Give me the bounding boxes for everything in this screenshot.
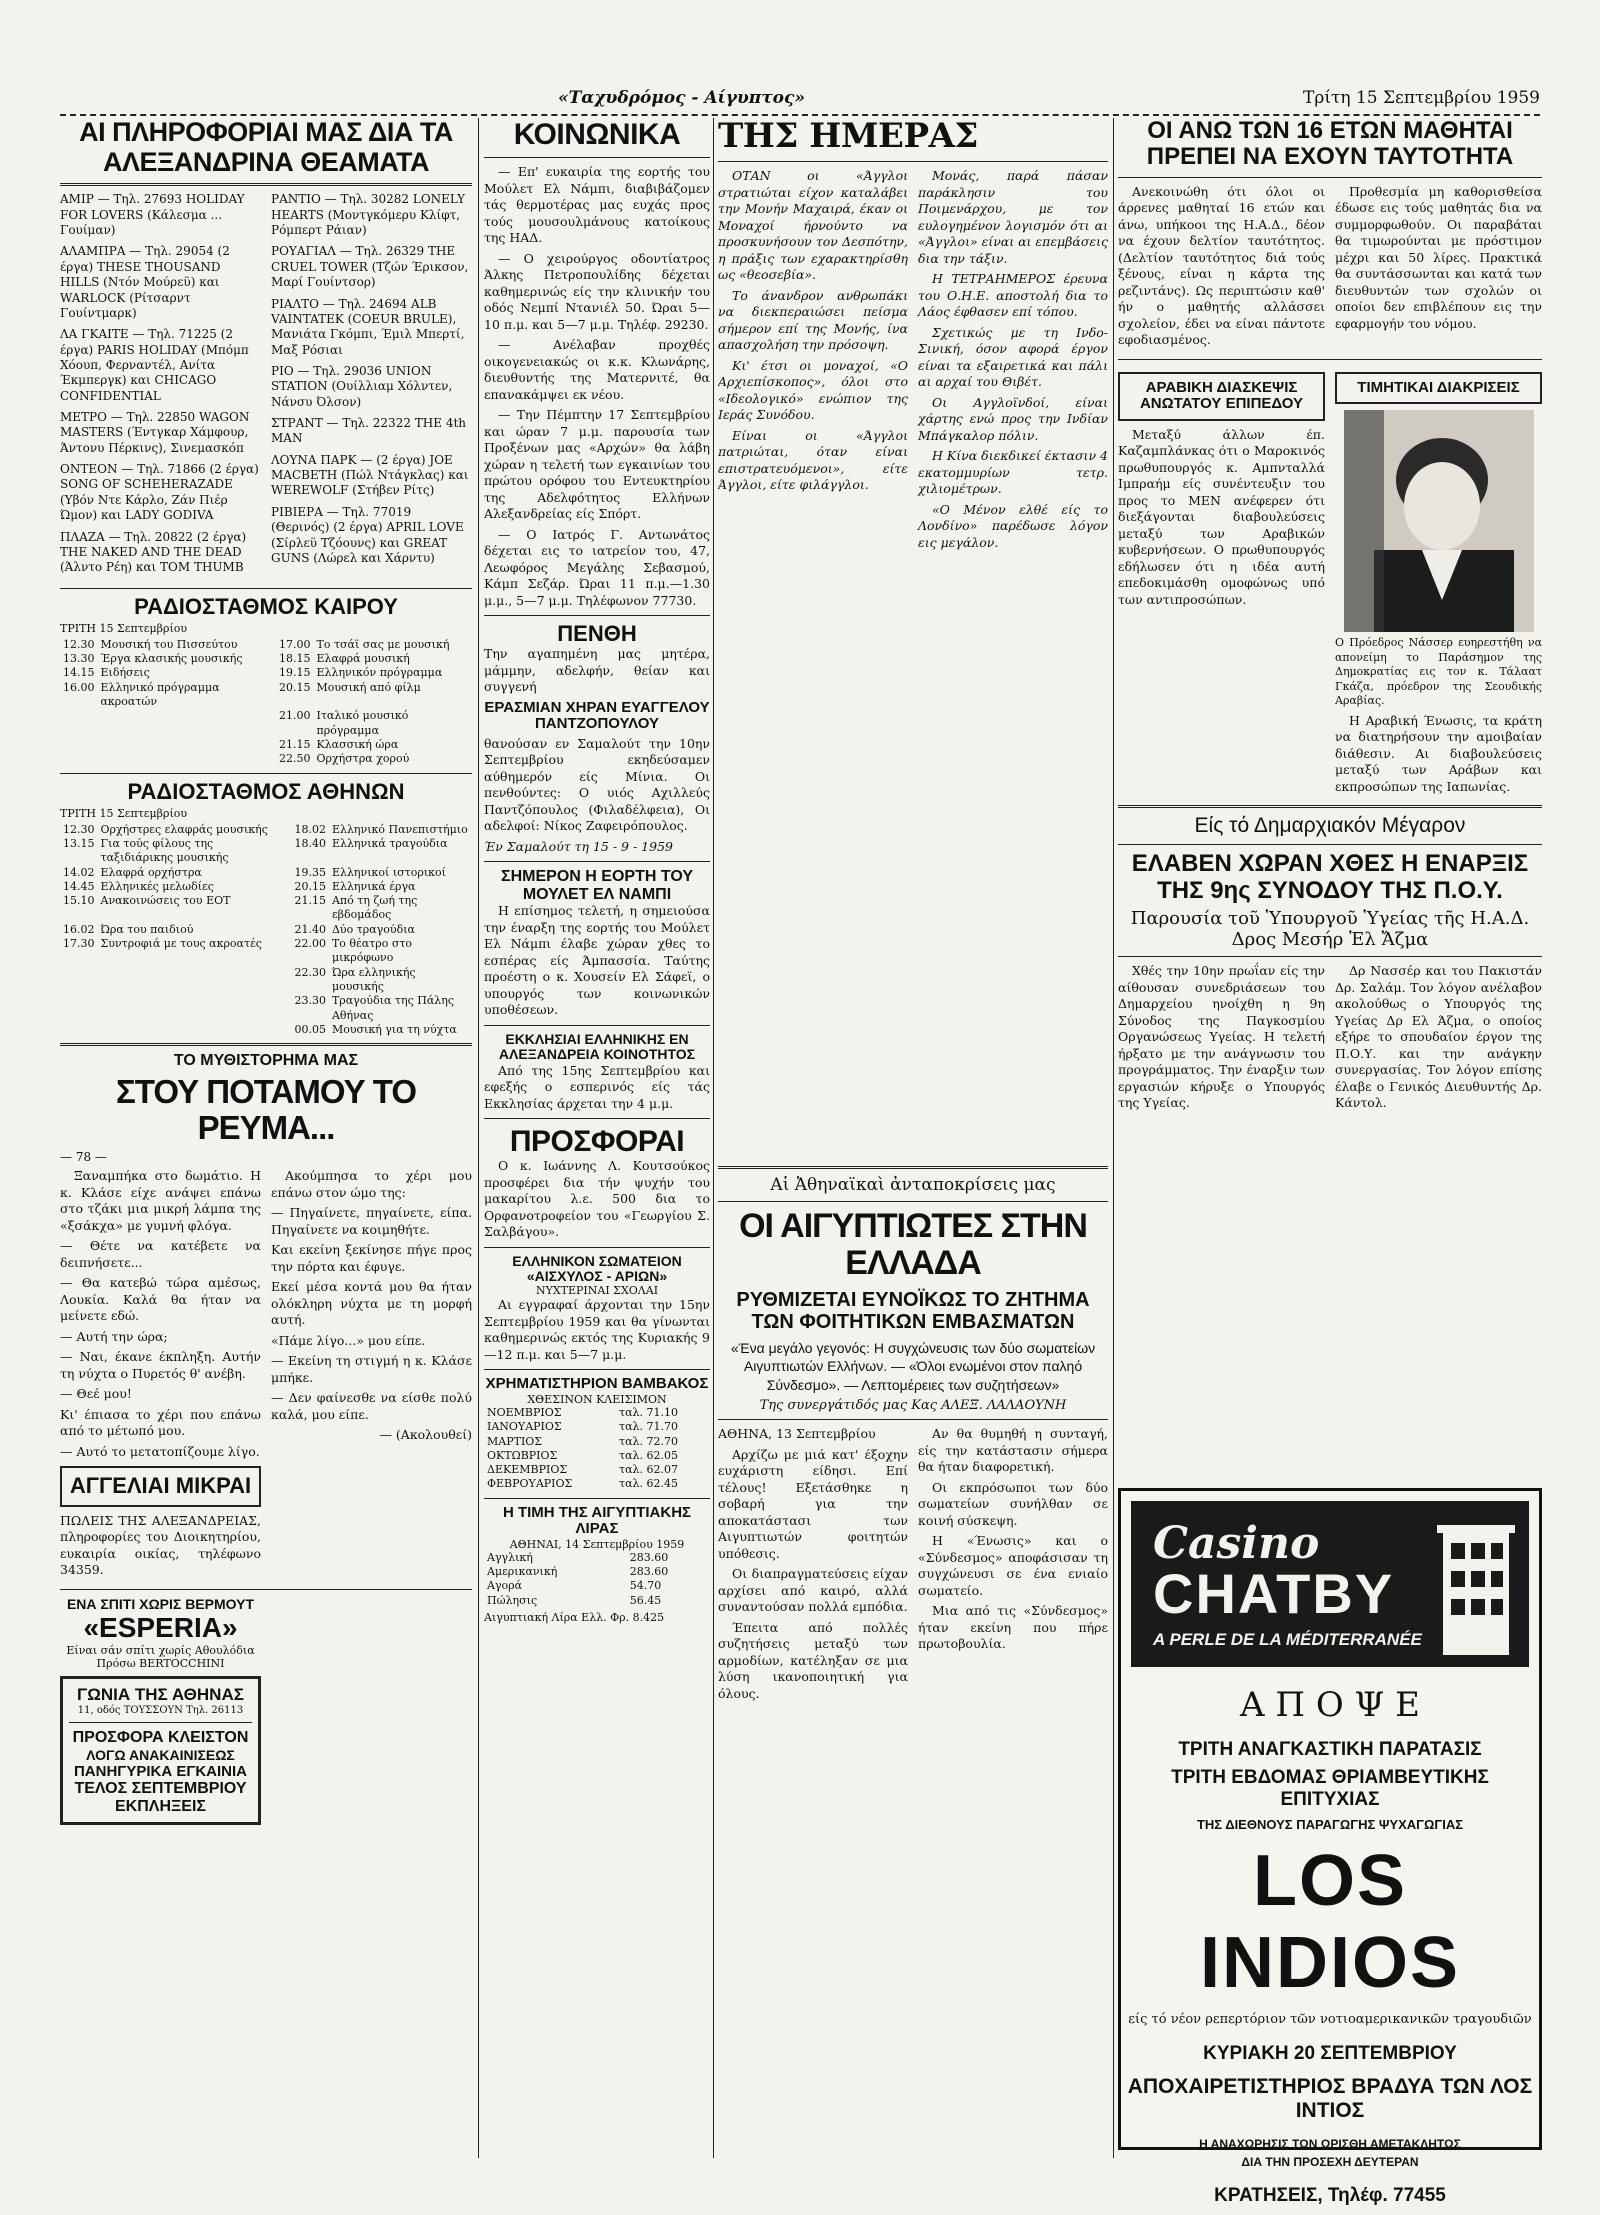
column-rule	[1113, 118, 1114, 2158]
cinema-entry: ΑΜΙΡ — Τηλ. 27693 HOLIDAY FOR LOVERS (Κάλεσμα ... Γουίμαν)	[60, 192, 245, 238]
cinema-entry: ΡΙΒΙΕΡΑ — Τηλ. 77019 (Θερινός) (2 έργα) APRIL LOVE (Σίρλεϋ Τζόουνς) και GREAT GUNS (Λώρελ και Χάρντυ)	[271, 504, 464, 565]
novel-paragraph: Κι' έπιασα το χέρι που επάνω από το μέτωπό μου.	[60, 1406, 261, 1439]
story-kicker: Αἱ Ἀθηναϊκαὶ ἀνταποκρίσεις μας	[770, 1175, 1056, 1195]
novel-paragraph: Εκεί μέσα κοντά μου θα ήταν ολόκληρη νύχτα με τη μορφή αυτή.	[271, 1279, 472, 1328]
radio-row-cell: 00.05	[294, 1022, 326, 1036]
association-title: ΕΛΛΗΝΙΚΟΝ ΣΩΜΑΤΕΙΟΝ «ΑΙΣΧΥΛΟΣ - ΑΡΙΩΝ»	[512, 1252, 682, 1285]
radio-row	[60, 837, 472, 866]
esperia-ad-name: «ESPERIA»	[83, 1611, 238, 1643]
arab-title: ΑΡΑΒΙΚΗ ΔΙΑΣΚΕΨΙΣ ΑΝΩΤΑΤΟΥ ΕΠΙΠΕΔΟΥ	[1139, 378, 1304, 413]
radio-row-cell: 14.15	[63, 666, 95, 680]
radio-row	[60, 937, 472, 966]
ad-tonight: Α Π Ο Ψ Ε	[1240, 1685, 1420, 1725]
lira-row-cell: Αγορά	[487, 1579, 523, 1593]
cotton-row	[484, 1420, 710, 1434]
esperia-ad-sub2: Πρόσω ΒΕRTOCCHINI	[96, 1656, 225, 1670]
lira-row-cell: 56.45	[629, 1593, 662, 1607]
radio-row-cell: 15.10	[63, 894, 95, 908]
obituary-intro: Την αγαπημένη μας μητέρα, μάμμην, αδελφήν, θείαν και συγγενή	[484, 646, 710, 695]
church-title: ΕΚΚΛΗΣΙΑΙ ΕΛΛΗΝΙΚΗΣ ΕΝ ΑΛΕΞΑΝΔΡΕΙΑ ΚΟΙΝΟΤΗΤΟΣ	[498, 1030, 696, 1063]
radio-row-cell: 18.02	[294, 822, 326, 836]
cinema-entry: ΛΑ ΓΚΑΙΤΕ — Τηλ. 71225 (2 έργα) PARIS HOLIDAY (Μπόμπ Χόουπ, Φερναντέλ, Ανίτα Έκμπεργκ) και CHICAGO CONFIDENTIAL	[60, 327, 249, 403]
esperia-ad-sub: Είναι σάν σπίτι χωρίς Αθουλόδια	[66, 1643, 255, 1657]
ad-line: ΤΗΣ ΔΙΕΘΝΟΥΣ ΠΑΡΑΓΩΓΗΣ ΨΥΧΑΓΩΓΙΑΣ	[1196, 1817, 1464, 1832]
of-the-day-paragraph: Κι' έτσι οι μοναχοί, «Ο Αρχιεπίσκοπος», όλοι στο «Ιδεολογικό» ενώπιον της Ιεράς Συνόδου.	[718, 357, 908, 423]
feast-title: ΣΗΜΕΡΟΝ Η ΕΟΡΤΗ ΤΟΥ ΜΟΥΛΕΤ ΕΛ ΝΑΜΠΙ	[501, 868, 693, 903]
classified-text: ΠΩΛΕΙΣ ΤΗΣ ΑΛΕΞΑΝΔΡΕΙΑΣ, πληροφορίες του Διοικητηρίου, ευκαιρία οικίας, τηλέφωνο 34359.	[60, 1512, 261, 1578]
radio-row-cell	[98, 966, 292, 995]
cotton-row	[484, 1406, 710, 1420]
assembly-headline: ΕΛΑΒΕΝ ΧΩΡΑΝ ΧΘΕΣ Η ΕΝΑΡΞΙΣ ΤΗΣ 9ης ΣΥΝΟΔΟΥ ΤΗΣ Π.Ο.Υ.	[1131, 850, 1529, 904]
cinema-entry: ΡΙΟ — Τηλ. 29036 UNION STATION (Ουίλλιαμ Χόλντεν, Νάνσυ Όλσον)	[271, 363, 453, 409]
cinema-headline: ΑΙ ΠΛΗΡΟΦΟΡΙΑΙ ΜΑΣ ΔΙΑ ΤΑ ΑΛΕΞΑΝΔΡΙΝΑ ΘΕΑΜΑΤΑ	[79, 118, 453, 177]
column-of-the-day	[718, 118, 1108, 1158]
novel-continued: — (Ακολουθεί)	[379, 1427, 472, 1443]
cinema-entry: ΡΟΥΑΓΙΑΛ — Τηλ. 26329 THE CRUEL TOWER (Τζών Έρικσον, Μαρί Γουίντσορ)	[271, 244, 469, 290]
radio-cairo-title: ΡΑΔΙΟΣΤΑΘΜΟΣ ΚΑΙΡΟΥ	[134, 593, 398, 619]
social-title: ΚΟΙΝΩΝΙΚΑ	[513, 118, 681, 151]
masthead	[60, 82, 1540, 116]
radio-row-cell	[98, 752, 276, 766]
of-the-day-paragraph: Το άνανδρον ανθρωπάκι να διεκπεραιώσει πείσμα σήμερον επί της Μονής, ίνα απασχολήση την πρόσοψη.	[718, 287, 908, 353]
assembly-text: Χθές την 10ην πρωΐαν είς την αίθουσαν συνεδριάσεων του Δημαρχείου ηνοίχθη η 9η Σύνοδος της Παγκοσμίου Οργανώσεως Υγείας. Η τελετή ήρξατο με την ανάγνωσιν του προγράμματος. Την έναρξιν των εργασιών κήρυξε ο Υπουργός της Υγείας.	[1118, 963, 1325, 1111]
radio-row	[60, 681, 472, 710]
radio-row-cell: 12.30	[63, 822, 95, 836]
classified-title: ΑΓΓΕΛΙΑΙ ΜΙΚΡΑΙ	[69, 1473, 252, 1499]
ad-line: ΤΡΙΤΗ ΑΝΑΓΚΑΣΤΙΚΗ ΠΑΡΑΤΑΣΙΣ	[1178, 1739, 1482, 1760]
honors-box	[1335, 372, 1542, 405]
novel-paragraph: — Αυτό το μετατοπίζουμε λίγο.	[60, 1443, 260, 1459]
novel-paragraph: — Πηγαίνετε, πηγαίνετε, είπα. Πηγαίνετε να κοιμηθήτε.	[271, 1205, 472, 1237]
radio-row-cell: 19.35	[294, 865, 326, 879]
obituary-date: Έν Σαμαλούτ τη 15 - 9 - 1959	[484, 838, 673, 854]
radio-row	[60, 923, 472, 937]
donations-title: ΠΡΟΣΦΟΡΑΙ	[509, 1125, 685, 1159]
radio-row-cell	[60, 1023, 98, 1037]
radio-row-cell	[60, 966, 98, 995]
radio-cairo-date: ΤΡΙΤΗ 15 Σεπτεμβρίου	[60, 621, 188, 635]
radio-row-cell: 16.02	[63, 922, 95, 936]
of-the-day-paragraph: Μονάς, παρά πάσαν παράκλησιν του Ποιμενάρχου, με τον ευλογημένον λογισμόν ότι αι «Άγγλοι» είναι αι επεμβάσεις δια την τάξιν.	[918, 168, 1108, 266]
assembly-kicker: Είς τό Δημαρχιακόν Μέγαρον	[1194, 814, 1466, 838]
honors-caption: Ο Πρόεδρος Νάσσερ ευηρεστήθη να απονείμη το Παράσημον της Δημοκρατίας εις τον κ. Τάλαατ Γκάζα, πρόεδρον της Σεουδικής Αραβίας.	[1335, 636, 1542, 708]
athena-ad-title: ΓΩΝΙΑ ΤΗΣ ΑΘΗΝΑΣ	[77, 1684, 244, 1704]
column-rule	[713, 118, 714, 2158]
radio-row	[60, 880, 472, 894]
cotton-row-cell: ταλ. 71.70	[619, 1420, 679, 1434]
cinema-entry: ΟΝΤΕΟΝ — Τηλ. 71866 (2 έργα) SONG OF SCHEHERAZADE (Υβόν Ντε Κάρλο, Ζάν Πιέρ Ώμον) και LADY GODIVA	[60, 462, 259, 523]
obituary-name: ΕΡΑΣΜΙΑΝ ΧΗΡΑΝ ΕΥΑΓΓΕΛΟΥ ΠΑΝΤΖΟΠΟΥΛΟΥ	[484, 698, 710, 733]
radio-row	[60, 666, 472, 680]
cotton-row	[484, 1477, 710, 1491]
radio-row-cell: Ελληνικό πρόγραμμα ακροατών	[100, 680, 220, 709]
radio-row	[60, 966, 472, 995]
radio-row-cell: 17.30	[63, 937, 95, 951]
cotton-row-cell: ταλ. 62.45	[619, 1477, 679, 1491]
radio-row	[60, 652, 472, 666]
novel-paragraph: Ακούμπησα το χέρι μου επάνω στον ώμο της:	[271, 1168, 472, 1200]
association-text: Αι εγγραφαί άρχονται την 15ην Σεπτεμβρίου 1959 και θα γίνωνται καθημερινώς εκτός της Κυριακής 9—12 π.μ. και 5—7 μ.μ.	[484, 1297, 710, 1362]
radio-row-cell: Ειδήσεις	[100, 666, 150, 680]
story-quote: «Ένα μεγάλο γεγονός: Η συγχώνευσις των δύο σωματείων Αιγυπτιωτών Ελλήνων. — «Όλοι ενωμένοι στον παληό Σύνδεσμο». — Λεπτομέρειες των συζητήσεων»	[730, 1339, 1096, 1393]
students-text: Προθεσμία μη καθορισθείσα έδωσε εις τούς μαθητάς δια να συμμορφωθούν. Οι παραβάται θα τιμωρούνται με πρόστιμον μέχρι και 50 λίρες. Πρακτικά θα συντάσσωνται και κατά των διευθυντών των σχολών οι οποίοι δεν επιβλέπουν εις την εφαρμογήν του νόμου.	[1335, 183, 1542, 331]
radio-row-cell	[98, 738, 276, 752]
radio-row-cell: Συντροφιά με τους ακροατές	[100, 937, 262, 951]
lira-row-cell: 54.70	[629, 1579, 662, 1593]
ad-line: Η ΑΝΑΧΩΡΗΣΙΣ ΤΩΝ ΩΡΙΣΘΗ ΑΜΕΤΑΚΛΗΤΩΣ	[1199, 2137, 1461, 2151]
radio-row-cell: 17.00	[278, 637, 311, 651]
casino-logo-name: CHATBY	[1153, 1562, 1395, 1625]
honors-text: Η Αραβική Ένωσις, τα κράτη να διατηρήσουν την αμοιβαίαν διάθεσιν. Αι διαβουλεύσεις μεταξύ των Αράβων και εκπροσώπων της Ιαπωνίας.	[1335, 712, 1542, 794]
radio-row	[60, 894, 472, 923]
casino-banner	[1131, 1501, 1529, 1667]
radio-row-cell: 14.45	[63, 879, 95, 893]
cotton-row-cell: ΝΟΕΜΒΡΙΟΣ	[487, 1405, 562, 1419]
cotton-row-cell: ΜΑΡΤΙΟΣ	[487, 1434, 543, 1448]
radio-row-cell: 23.30	[294, 994, 326, 1008]
cotton-row	[484, 1463, 710, 1477]
novel-text	[60, 1168, 472, 1582]
ad-line: ΚΥΡΙΑΚΗ 20 ΣΕΠΤΕΜΒΡΙΟΥ	[1203, 2043, 1457, 2064]
radio-row	[60, 752, 472, 766]
lira-row	[484, 1594, 710, 1608]
cotton-row	[484, 1435, 710, 1449]
of-the-day-paragraph: Η Κίνα διεκδικεί έκτασιν 4 εκατομμυρίων τετρ. χιλιομέτρων.	[918, 448, 1108, 497]
lira-foot: Αιγυπτιακή Λίρα Ελλ. Φρ. 8.425	[484, 1610, 665, 1624]
athens-story	[718, 1160, 1108, 2150]
honors-title: ΤΙΜΗΤΙΚΑΙ ΔΙΑΚΡΙΣΕΙΣ	[1357, 378, 1520, 396]
athena-ad-line: ΤΕΛΟΣ ΣΕΠΤΕΜΒΡΙΟΥ	[74, 1779, 247, 1797]
cotton-row-cell: ΟΚΤΩΒΡΙΟΣ	[487, 1448, 558, 1462]
lira-row-cell: 283.60	[629, 1550, 669, 1564]
arab-text: Μεταξύ άλλων έπ. Καζαμπλάνκας ότι ο Μαροκινός πρωθυπουργός κ. Αμπνταλλά Ιμπραήμ είς συνέντευξιν του προς το ΜΕΝ ανέφερεν ότι διεξάγονται διαβουλεύσεις μεταξύ των Αραβικών κυβερνήσεων. Ο πρωθυπουργός εδήλωσεν ότι η ιδέα αυτή επεδοκιμάσθη ομοφώνως υπό των αντιπροσώπων.	[1118, 426, 1325, 607]
cotton-title: ΧΡΗΜΑΤΙΣΤΗΡΙΟΝ ΒΑΜΒΑΚΟΣ	[485, 1375, 709, 1393]
cinema-entry: ΛΟΥΝΑ ΠΑΡΚ — (2 έργα) JOE MACBETH (Πώλ Ντάγκλας) και WEREWOLF (Στήβεν Ρίτς)	[271, 452, 469, 498]
classified-box	[60, 1466, 261, 1506]
radio-athens-schedule	[60, 823, 472, 1037]
radio-row-cell: 13.30	[63, 652, 95, 666]
novel-paragraph: — Θεέ μου!	[60, 1386, 132, 1402]
lira-title: Η ΤΙΜΗ ΤΗΣ ΑΙΓΥΠΤΙΑΚΗΣ ΛΙΡΑΣ	[502, 1503, 692, 1538]
radio-row-cell: Ώρα του παιδιού	[100, 922, 194, 936]
cinema-listings	[60, 192, 472, 581]
masthead-date: Τρίτη 15 Σεπτεμβρίου 1959	[1302, 88, 1540, 108]
of-the-day-paragraph: Σχετικώς με τη Ινδο-Σινική, όσον αφορά έργον είναι τα εξαιρετικά και πάλι αι αρχαί του Θιβέτ.	[918, 324, 1108, 390]
story-byline: Της συνεργάτιδός μας Κας ΑΛΕΞ. ΛΑΛΑΟΥΝΗ	[759, 1398, 1067, 1414]
radio-row-cell: Ώρα ελληνικής μουσικής	[331, 965, 416, 993]
column-entertainment	[60, 118, 472, 1831]
cotton-row-cell: ταλ. 71.10	[619, 1405, 679, 1419]
cotton-sub: ΧΘΕΣΙΝΟΝ ΚΛΕΙΣΙΜΟΝ	[527, 1392, 667, 1406]
radio-row	[60, 994, 472, 1023]
social-item: — Επ' ευκαιρία της εορτής του Μούλετ Ελ Νάμπι, διαβιβάζομεν τάς θερμοτέρας μας ευχάς προς τούς μουσουλμάνους κατοίκους της ΗΑΔ.	[484, 164, 710, 245]
story-paragraph: Η «Ένωσις» και ο «Σύνδεσμος» αποφάσισαν τη συγχώνευσι σε ένα ενιαίο σωματείο.	[918, 1533, 1108, 1598]
cotton-row-cell: ταλ. 62.05	[619, 1448, 679, 1462]
radio-row-cell: 19.15	[278, 666, 311, 680]
cinema-entry: ΡΑΝΤΙΟ — Τηλ. 30282 LONELY HEARTS (Μοντγκόμερυ Κλίφτ, Ρόμπερτ Ράιαν)	[271, 192, 466, 238]
radio-row-cell: Ιταλικό μουσικό πρόγραμμα	[316, 709, 409, 737]
radio-row-cell: 21.15	[294, 894, 326, 908]
radio-row-cell: Ελαφρά μουσική	[316, 652, 410, 666]
radio-row	[60, 738, 472, 752]
radio-row-cell: 18.40	[294, 836, 326, 850]
novel-kicker: ΤΟ ΜΥΘΙΣΤΟΡΗΜΑ ΜΑΣ	[173, 1052, 359, 1070]
radio-row-cell: 21.15	[278, 737, 311, 751]
social-item: — Ο χειρούργος οδοντίατρος Άλκης Πετροπουλίδης δέχεται καθημερινώς είς την κλινικήν του οδός Νεμπί Ντανιέλ 50. Ώραι 5—10 π.μ. και 5—7 μ.μ. Τηλέφ. 29230.	[484, 250, 710, 332]
story-subheadline: ΡΥΘΜΙΖΕΤΑΙ ΕΥΝΟΪΚΩΣ ΤΟ ΖΗΤΗΜΑ ΤΩΝ ΦΟΙΤΗΤΙΚΩΝ ΕΜΒΑΣΜΑΤΩΝ	[736, 1288, 1090, 1333]
radio-row-cell	[98, 994, 292, 1023]
arab-box	[1118, 372, 1325, 421]
radio-row-cell: Μουσική από φίλμ	[316, 680, 421, 694]
radio-row-cell: Τραγούδια της Πάλης Αθήνας	[331, 994, 455, 1022]
radio-row-cell: 12.30	[63, 637, 95, 651]
cinema-entry: ΜΕΤΡΟ — Τηλ. 22850 WAGON MASTERS (Έντγκαρ Χάμφουρ, Άντονυ Πέρκινς), Σινεμασκόπ	[60, 410, 250, 455]
novel-paragraph: — Δεν φαίνεσθε να είσθε πολύ καλά, μου είπε.	[271, 1390, 472, 1422]
cotton-row	[484, 1449, 710, 1463]
radio-row-cell: 20.15	[294, 879, 326, 893]
ad-los-indios: LOS INDIOS	[1199, 1841, 1461, 2003]
column-news	[1118, 118, 1542, 1478]
radio-row-cell	[60, 994, 98, 1023]
radio-row-cell: Ελληνικοί ιστορικοί	[331, 865, 446, 879]
lira-row-cell: Πώλησις	[487, 1593, 538, 1607]
donations-text: Ο κ. Ιωάννης Λ. Κουτσούκος προσφέρει δια τήν ψυχήν του μακαρίτου λ.ε. 500 δια το Ορφανοτροφείον του «Γεωργίου Σ. Σαλβάγου».	[484, 1158, 710, 1240]
students-text: Ανεκοινώθη ότι όλοι οι άρρενες μαθηταί 16 ετών και άνω, υπήκοοι της Η.Α.Δ., δέον να έχουν δελτίον ταυτότητος. (Δελτίον ταυτότητος διά τούς ξένους, είναι η κάρτα της ρεζιντάνς). Ως περιπτώσιν καθ' ήν ο μαθητής αλλάσσει σχολείον, έδει να είναι πάντοτε εφοδιασμένος.	[1118, 183, 1325, 348]
cotton-row-cell: ταλ. 62.07	[619, 1463, 679, 1477]
cinema-entry: ΠΛΑΖΑ — Τηλ. 20822 (2 έργα) THE NAKED AND THE DEAD (Άλντο Ρέη) και TOM THUMB	[60, 529, 247, 575]
radio-row-cell: Ελληνικόν πρόγραμμα	[316, 666, 443, 680]
ad-line: ΔΙΑ ΤΗΝ ΠΡΟΣΕΧΗ ΔΕΥΤΕΡΑΝ	[1241, 2155, 1419, 2169]
athena-ad-line: ΠΑΝΗΓΥΡΙΚΑ ΕΓΚΑΙΝΙΑ	[73, 1762, 248, 1780]
feast-text: Η επίσημος τελετή, η σημειούσα την έναρξη της εορτής του Μούλετ Ελ Νάμπι έλαβε χώραν χθες το εσπέρας είς Άμπασσία. Ταύτης προέστη ο κ. Χουσείν Ελ Σάφεϊ, ο υπουργός των κοινωνικών υποθέσεων.	[484, 903, 710, 1018]
lira-table	[484, 1551, 710, 1608]
casino-logo-script: Casino	[1153, 1518, 1320, 1569]
athena-ad-line: ΛΟΓΩ ΑΝΑΚΑΙΝΙΣΕΩΣ	[86, 1746, 235, 1763]
radio-row-cell: Δύο τραγούδια	[331, 922, 415, 936]
story-paragraph: Οι εκπρόσωποι των δύο σωματείων συνήλθαν σε κοινή σύσκεψη.	[918, 1479, 1108, 1528]
ad-line: ΤΡΙΤΗ ΕΒΔΟΜΑΣ ΘΡΙΑΜΒΕΥΤΙΚΗΣ ΕΠΙΤΥΧΙΑΣ	[1171, 1767, 1489, 1810]
radio-athens-title: ΡΑΔΙΟΣΤΑΘΜΟΣ ΑΘΗΝΩΝ	[127, 778, 405, 804]
of-the-day-paragraph: «Ο Μένον ελθέ είς το Λονδίνο» παρέδωσε λόγον εις μεγάλον.	[918, 501, 1108, 550]
novel-title: ΣΤΟΥ ΠΟΤΑΜΟΥ ΤΟ ΡΕΥΜΑ...	[116, 1072, 416, 1147]
column-rule	[478, 118, 479, 2158]
radio-row-cell: Κλασσική ώρα	[316, 737, 399, 751]
radio-row-cell: Ελαφρά ορχήστρα	[100, 865, 202, 879]
assembly-sub: Παρουσία τοῦ Ὑπουργοῦ Ὑγείας τῆς Η.Α.Δ. Δρος Μεσήρ Ἐλ Ἄζμα	[1130, 908, 1530, 951]
novel-number: — 78 —	[60, 1150, 107, 1165]
athena-ad-line: ΠΡΟΣΦΟΡΑ ΚΛΕΙΣΤΟΝ	[72, 1728, 249, 1746]
radio-row-cell: Το θέατρο στο μικρόφωνο	[331, 937, 413, 965]
novel-paragraph: — Εκείνη τη στιγμή η κ. Κλάσε μπήκε.	[271, 1353, 472, 1385]
radio-row-cell: 18.15	[278, 652, 311, 666]
radio-row-cell: 20.15	[278, 680, 311, 694]
cotton-row-cell: ΦΕΒΡΟΥΑΡΙΟΣ	[487, 1477, 573, 1491]
novel-paragraph: — Θα κατεβώ τώρα αμέσως, Λουκία. Καλά θα ήταν να μείνετε εδώ.	[60, 1275, 261, 1324]
radio-cairo-schedule	[60, 638, 472, 767]
radio-row-cell: Μουσική για τη νύχτα	[331, 1022, 457, 1036]
church-text: Από της 15ης Σεπτεμβρίου και εφεξής ο εσπερινός είς τάς Εκκλησίας άρχεται την 4 μ.μ.	[484, 1062, 710, 1111]
novel-paragraph: Και εκείνη ξεκίνησε πήγε προς την πόρτα και έφυγε.	[271, 1242, 472, 1274]
lira-row	[484, 1551, 710, 1565]
cinema-entry: ΑΛΑΜΠΡΑ — Τηλ. 29054 (2 έργα) THESE THOUSAND HILLS (Ντόν Μούρεϋ) και WARLOCK (Ρίτσαρντ Γουίντμαρκ)	[60, 244, 230, 320]
radio-row-cell: Μουσική του Πισσεύτου	[100, 637, 238, 651]
radio-row-cell: Ελληνικά έργα	[331, 879, 416, 893]
radio-row-cell	[60, 752, 98, 766]
portrait-photo	[1344, 410, 1534, 632]
students-headline: ΟΙ ΑΝΩ ΤΩΝ 16 ΕΤΩΝ ΜΑΘΗΤΑΙ ΠΡΕΠΕΙ ΝΑ ΕΧΟΥΝ ΤΑΥΤΟΤΗΤΑ	[1146, 118, 1514, 171]
masthead-title: «Ταχυδρόμος - Αίγυπτος»	[558, 88, 805, 108]
radio-row	[60, 866, 472, 880]
radio-row-cell: Ορχήστρες ελαφράς μουσικής	[100, 822, 268, 836]
obituary-text: θανούσαν εν Σαμαλούτ την 10ην Σεπτεμβρίου εκηδεύσαμεν αύθημερόν είς Μίνια. Οι πενθούντες: Ο υιός Αχιλλεύς Παντζόπουλος (Φιλαδέλφεια), Οι αδελφοί: Νίκος Ζαφειρόπουλος.	[484, 735, 710, 834]
cotton-row-cell: ΙΑΝΟΥΑΡΙΟΣ	[487, 1420, 562, 1434]
association-sub: ΝΥΧΤΕΡΙΝΑΙ ΣΧΟΛΑΙ	[535, 1284, 659, 1298]
radio-row	[60, 709, 472, 738]
story-paragraph: Οι διαπραγματεύσεις είχαν αρχίσει από καιρό, αλλά συναντούσαν πολλά εμπόδια.	[718, 1566, 908, 1615]
radio-athens-date: ΤΡΙΤΗ 15 Σεπτεμβρίου	[60, 806, 188, 820]
story-paragraph: Αν θα θυμηθή η συνταγή, είς την κατάστασιν σήμερα θα ήταν διαφορετική.	[918, 1426, 1108, 1475]
cotton-table	[484, 1406, 710, 1492]
story-dateline: ΑΘΗΝΑ, 13 Σεπτεμβρίου	[718, 1426, 876, 1442]
lira-row	[484, 1579, 710, 1593]
column-social	[484, 118, 710, 1624]
radio-row-cell: Ανακοινώσεις του ΕΟΤ	[100, 894, 231, 908]
athena-ad-line: ΕΚΠΛΗΞΕΙΣ	[114, 1797, 207, 1815]
radio-row-cell: Από τη ζωή της εβδομάδος	[331, 894, 418, 922]
athena-ad	[60, 1676, 261, 1825]
of-the-day-paragraph: Οι Αγγλοϊνδοί, είναι χάρτης ενώ προς την Ινδίαν Μπάγκαλορ πόλιν.	[918, 394, 1108, 443]
radio-row-cell	[60, 738, 98, 752]
lira-row-cell: Αμερικανική	[487, 1565, 558, 1579]
ad-line: ΑΠΟΧΑΙΡΕΤΙΣΤΗΡΙΟΣ ΒΡΑΔΥΑ ΤΩΝ ΛΟΣ ΙΝΤΙΟΣ	[1127, 2075, 1533, 2122]
radio-row-cell: Ελληνικό Πανεπιστήμιο	[331, 822, 468, 836]
novel-paragraph: — Θέτε να κατέβετε να δειπνήσετε...	[60, 1238, 261, 1270]
radio-row-cell: Ελληνικές μελωδίες	[100, 879, 214, 893]
social-item: — Ανέλαβαν προχθές οικογενειακώς οι κ.κ. Κλωνάρης, διευθυντής της Ματερνιτέ, θα επανακάμψει εκ νέου.	[484, 337, 710, 402]
radio-row-cell: 22.00	[294, 937, 326, 951]
novel-paragraph: — Αυτή την ώρα;	[60, 1328, 168, 1344]
cotton-row-cell: ΔΕΚΕΜΒΡΙΟΣ	[487, 1463, 568, 1477]
radio-row-cell: 16.00	[63, 680, 95, 694]
radio-row-cell: 22.30	[294, 965, 326, 979]
radio-row	[60, 638, 472, 652]
esperia-ad-top: ΕΝΑ ΣΠΙΤΙ ΧΩΡΙΣ ΒΕΡΜΟΥΤ	[66, 1595, 255, 1612]
of-the-day-title: ΤΗΣ ΗΜΕΡΑΣ	[718, 118, 978, 156]
lira-row-cell: 283.60	[629, 1565, 669, 1579]
radio-row-cell	[98, 1023, 292, 1037]
assembly-text: Δρ Νασσέρ και του Πακιστάν Δρ. Σαλάμ. Τον λόγον ανέλαβον ακολούθως ο Υπουργός της Υγείας Δρ Ελ Άζμα, ο οποίος εξήρε το σπουδαίον έργον της Π.Ο.Υ. και την ανάγκην συνεργασίας. Τον λόγον επίσης έλαβε ο Γενικός Διευθυντής Δρ. Κάντολ.	[1335, 963, 1542, 1111]
of-the-day-paragraph: ΟΤΑΝ οι «Άγγλοι στρατιώται είχον καταλάβει την Μονήν Μαχαιρά, έκαν οι Μοναχοί ήρνούντο να προσκυνήσουν τον Δεσπότην, η πράξις των εχαρακτηρίσθη ως «θεοσεβία».	[718, 168, 908, 283]
obituary-title: ΠΕΝΘΗ	[557, 621, 637, 646]
radio-row-cell: Το τσάϊ σας με μουσική	[316, 637, 450, 651]
casino-tagline: A PERLE DE LA MÉDITERRANÉE	[1153, 1630, 1422, 1649]
novel-paragraph: Ξαναμπήκα στο δωμάτιο. Η κ. Κλάσε είχε ανάψει επάνω στο τζάκι μια μικρή λάμπα της «ξσάκχα» με γυμνή φλόγα.	[60, 1168, 261, 1233]
story-headline: ΟΙ ΑΙΓΥΠΤΙΩΤΕΣ ΣΤΗΝ ΕΛΛΑΔΑ	[739, 1207, 1087, 1283]
of-the-day-paragraph: Είναι οι «Άγγλοι πατριώται, όταν είναι επιστρατευόμενοι», είτε Άγγλοι, είτε φιλάγγλοι.	[718, 427, 908, 493]
radio-row-cell: Ορχήστρα χορού	[316, 752, 410, 766]
radio-row	[60, 823, 472, 837]
ad-line: είς τό νέον ρεπερτόριον τῶν νοτιοαμερικανικῶν τραγουδιῶν	[1128, 2012, 1532, 2027]
radio-row-cell: Έργα κλασικής μουσικής	[100, 652, 243, 666]
radio-row-cell: 13.15	[63, 836, 95, 850]
lira-date: ΑΘΗΝΑΙ, 14 Σεπτεμβρίου 1959	[509, 1537, 685, 1551]
story-paragraph: Αρχίζω με μιά κατ' έξοχην ευχάριστη είδησι. Επί τέλους! Εξετάσθηκε η σοβαρή για την αποκατάστασι των Αιγυπτιωτών φοιτητών υπόθεσις.	[718, 1446, 908, 1561]
social-item: — Ο Ιατρός Γ. Αντωνάτος δέχεται εις το ιατρείον του, 47, Λεωφόρος Μεγάλης Σεβασμού, Κάμπ Σεζάρ. Ώραι 11 π.μ.—1.30 μ.μ., 5—7 μ.μ. Τηλέφωνον 77730.	[484, 526, 710, 608]
lira-row	[484, 1565, 710, 1579]
story-paragraph: Έπειτα από πολλές συζητήσεις μεταξύ των αρμοδίων, κατέληξαν σε μια λύση ικανοποιητική για όλους.	[718, 1619, 908, 1701]
radio-row-cell	[98, 709, 276, 738]
radio-row	[60, 1023, 472, 1037]
radio-row-cell: 14.02	[63, 865, 95, 879]
casino-advertisement	[1118, 1488, 1542, 2206]
cinema-entry: ΣΤΡΑΝΤ — Τηλ. 22322 THE 4th MAN	[271, 416, 467, 446]
athena-ad-address: 11, οδός ΤΟΥΣΣΟΥΝ Τηλ. 26113	[77, 1704, 244, 1716]
radio-row-cell	[60, 709, 98, 738]
ad-phone: ΚΡΑΤΗΣΕΙΣ, Τηλέφ. 77455	[1214, 2185, 1446, 2206]
of-the-day-paragraph: Η ΤΕΤΡΑΗΜΕΡΟΣ έρευνα του Ο.Η.Ε. αποστολή δια το Λάος έφθασεν επί τόπου.	[918, 271, 1108, 320]
building-icon	[1437, 1513, 1515, 1655]
social-item: — Την Πέμπτην 17 Σεπτεμβρίου και ώραν 7 μ.μ. παρουσία των Προξένων μας «Αρχών» θα λάβη χώραν η τελετή των εγκαινίων του πρώτου ορόφου του Εντευκτηρίου της Αδελφότητος Ελλήνων Αλεξανδρείας είς Σπόρτ.	[484, 407, 710, 521]
cinema-entry: ΡΙΑΛΤΟ — Τηλ. 24694 ALB VAINTATEK (COEUR BRULE), Μανιάτα Γκόμπι, Έμιλ Μπερτί, Μαξ Ρόσιαι	[271, 296, 465, 357]
radio-row-cell: Για τούς φίλους της ταξιδιάρικης μουσικής	[100, 836, 229, 865]
radio-row-cell: Ελληνικά τραγούδια	[331, 836, 448, 850]
novel-paragraph: «Πάμε λίγο...» μου είπε.	[271, 1332, 426, 1348]
radio-row-cell: 21.40	[294, 922, 326, 936]
radio-row-cell: 22.50	[278, 752, 311, 766]
radio-row-cell: 21.00	[278, 709, 311, 723]
novel-paragraph: — Ναι, έκανε έκπληξη. Αυτήν τη νύχτα ο Πυρετός θ' ανέβη.	[60, 1349, 261, 1381]
story-paragraph: Μια από τις «Σύνδεσμος» ήταν εκείνη που πήρε πρωτοβουλία.	[918, 1603, 1108, 1652]
cotton-row-cell: ταλ. 72.70	[619, 1434, 679, 1448]
lira-row-cell: Αγγλική	[487, 1550, 533, 1564]
